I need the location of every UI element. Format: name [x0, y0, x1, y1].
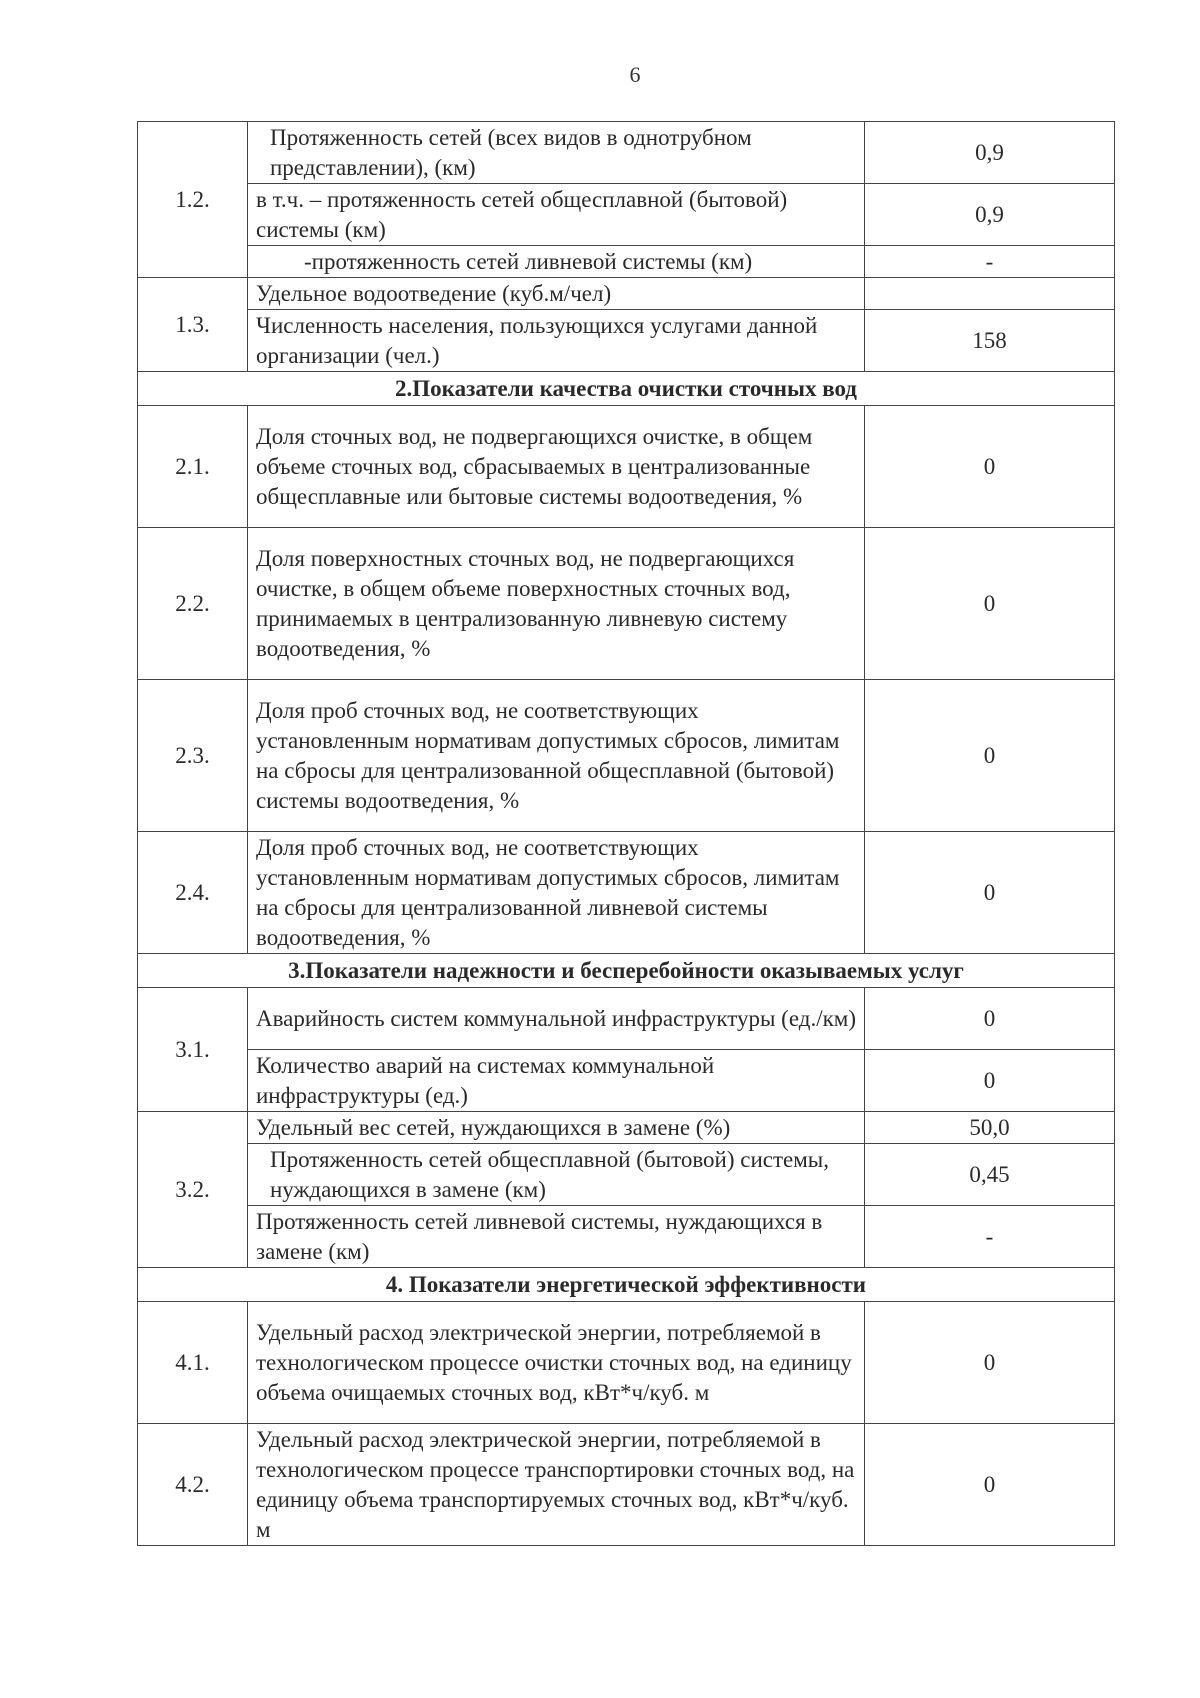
table-row: [138, 680, 1115, 832]
indicator-value: 0,9: [865, 184, 1115, 246]
row-number: 3.2.: [138, 1112, 248, 1268]
indicator-value: 0: [865, 406, 1115, 528]
table-row: [138, 246, 1115, 278]
row-number: 4.2.: [138, 1424, 248, 1546]
indicator-value: 158: [865, 310, 1115, 372]
table-row: [138, 122, 1115, 184]
section-title: 2.Показатели качества очистки сточных вод: [138, 372, 1115, 406]
table-row: [138, 988, 1115, 1050]
page-number: 6: [629, 62, 641, 87]
section-header-row: [138, 1268, 1115, 1302]
indicator-value: 0: [865, 1302, 1115, 1424]
indicator-name: Доля проб сточных вод, не соответствующих установленным нормативам допустимых сбросов, лимитам на сбросы для централизованной общесплавной (бытовой) системы водоотведения, %: [248, 680, 865, 832]
row-number: 4.1.: [138, 1302, 248, 1424]
indicator-name: Численность населения, пользующихся услугами данной организации (чел.): [248, 310, 865, 372]
indicator-value: 0: [865, 1424, 1115, 1546]
indicator-value: -: [865, 1206, 1115, 1268]
indicator-value: 0,9: [865, 122, 1115, 184]
indicator-name: в т.ч. – протяженность сетей общесплавной (бытовой) системы (км): [248, 184, 865, 246]
row-number: 1.2.: [138, 122, 248, 278]
table-row: [138, 1424, 1115, 1546]
table-row: [138, 1302, 1115, 1424]
indicator-name: Доля проб сточных вод, не соответствующих установленным нормативам допустимых сбросов, лимитам на сбросы для централизованной ливневой системы водоотведения, %: [248, 832, 865, 954]
indicator-name: Протяженность сетей (всех видов в однотрубном представлении), (км): [248, 122, 865, 184]
row-number: 2.4.: [138, 832, 248, 954]
row-number: 1.3.: [138, 278, 248, 372]
section-header-row: [138, 372, 1115, 406]
section-header-row: [138, 954, 1115, 988]
table-row: [138, 184, 1115, 246]
table-row: [138, 1050, 1115, 1112]
row-number: 3.1.: [138, 988, 248, 1112]
indicator-value: 0: [865, 988, 1115, 1050]
indicator-value: [865, 278, 1115, 310]
indicator-value: -: [865, 246, 1115, 278]
table-row: [138, 310, 1115, 372]
indicator-name: Удельный расход электрической энергии, потребляемой в технологическом процессе транспортировки сточных вод, на единицу объема транспортируемых сточных вод, кВт*ч/куб. м: [248, 1424, 865, 1546]
table-row: [138, 406, 1115, 528]
table-row: [138, 1112, 1115, 1144]
indicator-value: 0: [865, 832, 1115, 954]
indicator-name: Доля сточных вод, не подвергающихся очистке, в общем объеме сточных вод, сбрасываемых в централизованные общесплавные или бытовые системы водоотведения, %: [248, 406, 865, 528]
indicator-value: 0: [865, 528, 1115, 680]
indicator-value: 0: [865, 1050, 1115, 1112]
indicator-name: Удельное водоотведение (куб.м/чел): [248, 278, 865, 310]
indicator-name: Удельный расход электрической энергии, потребляемой в технологическом процессе очистки сточных вод, на единицу объема очищаемых сточных вод, кВт*ч/куб. м: [248, 1302, 865, 1424]
indicator-name: Количество аварий на системах коммунальной инфраструктуры (ед.): [248, 1050, 865, 1112]
table-row: [138, 278, 1115, 310]
table-row: [138, 528, 1115, 680]
indicator-value: 0: [865, 680, 1115, 832]
row-number: 2.3.: [138, 680, 248, 832]
indicator-name: Аварийность систем коммунальной инфраструктуры (ед./км): [248, 988, 865, 1050]
indicator-name: Протяженность сетей ливневой системы, нуждающихся в замене (км): [248, 1206, 865, 1268]
indicator-name: Протяженность сетей общесплавной (бытовой) системы, нуждающихся в замене (км): [248, 1144, 865, 1206]
row-number: 2.2.: [138, 528, 248, 680]
indicators-table: [137, 121, 1115, 1546]
indicator-value: 0,45: [865, 1144, 1115, 1206]
indicator-name: -протяженность сетей ливневой системы (км): [248, 246, 865, 278]
section-title: 4. Показатели энергетической эффективности: [138, 1268, 1115, 1302]
table-row: [138, 1144, 1115, 1206]
row-number: 2.1.: [138, 406, 248, 528]
indicator-name: Удельный вес сетей, нуждающихся в замене (%): [248, 1112, 865, 1144]
section-title: 3.Показатели надежности и бесперебойности оказываемых услуг: [138, 954, 1115, 988]
indicator-name: Доля поверхностных сточных вод, не подвергающихся очистке, в общем объеме поверхностных сточных вод, принимаемых в централизованную ливневую систему водоотведения, %: [248, 528, 865, 680]
indicator-value: 50,0: [865, 1112, 1115, 1144]
table-row: [138, 832, 1115, 954]
table-row: [138, 1206, 1115, 1268]
